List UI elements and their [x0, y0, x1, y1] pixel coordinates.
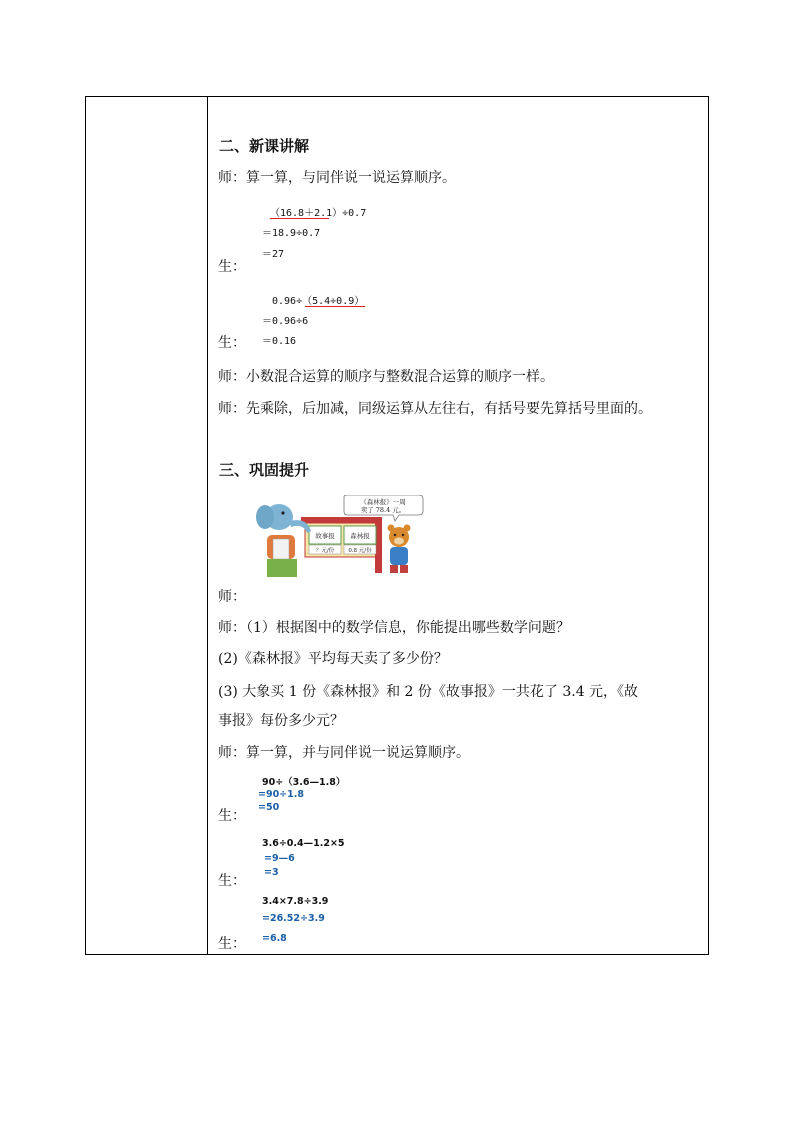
student-label-1: 生： — [218, 259, 246, 275]
student-label-4: 生： — [218, 873, 246, 889]
calc2-line3: ＝0.16 — [262, 336, 297, 347]
sign-left: 故事报 — [315, 532, 335, 540]
question-3-line2: 事报》每份多少元？ — [218, 713, 344, 729]
bubble-line2: 卖了 78.4 元。 — [360, 506, 406, 514]
calc3-line2: =90÷1.8 — [258, 789, 304, 800]
teacher-label-3: 师： — [218, 589, 246, 605]
calc2-line1: 0.96÷（5.4÷0.9） — [272, 296, 365, 307]
stand-top-icon — [301, 517, 379, 523]
sign-right: 森林报 — [350, 532, 370, 540]
student-label-2: 生： — [218, 335, 246, 351]
calc4-line3: =3 — [264, 867, 279, 878]
teacher-prompt-1: 师：算一算，与同伴说一说运算顺序。 — [218, 170, 456, 186]
newsstand-illustration — [249, 495, 425, 585]
calc3-line1: 90÷（3.6—1.8） — [262, 777, 346, 788]
student-label-3: 生： — [218, 808, 246, 824]
question-3-line1: (3) 大象买 1 份《森林报》和 2 份《故事报》一共花了 3.4 元，《故 — [218, 684, 639, 700]
price-right: 0.8 元/份 — [348, 548, 372, 554]
column-divider — [207, 97, 208, 954]
lesson-table — [85, 96, 709, 955]
calc5-line1: 3.4×7.8÷3.9 — [262, 896, 329, 907]
calc1-underline — [270, 218, 329, 219]
calc4-line2: =9—6 — [264, 853, 295, 864]
calc3-line3: =50 — [258, 802, 280, 813]
teacher-summary-1: 师：小数混合运算的顺序与整数混合运算的顺序一样。 — [218, 369, 554, 385]
calc1-line2: ＝18.9÷0.7 — [262, 228, 321, 239]
section3-heading: 三、巩固提升 — [219, 461, 310, 479]
calc2-underline — [305, 306, 365, 307]
teacher-prompt-2: 师：算一算，并与同伴说一说运算顺序。 — [218, 745, 470, 761]
section2-heading: 二、新课讲解 — [219, 137, 310, 155]
question-intro: 师：（1）根据图中的数学信息，你能提出哪些数学问题？ — [218, 620, 570, 636]
calc5-line2: =26.52÷3.9 — [262, 913, 325, 924]
question-2: (2)《森林报》平均每天卖了多少份？ — [218, 651, 448, 667]
elephant-icon — [256, 504, 311, 577]
bubble-line1: 《森林报》一周 — [360, 498, 406, 506]
calc5-line3: =6.8 — [262, 933, 287, 944]
teacher-summary-2: 师：先乘除，后加减，同级运算从左往右，有括号要先算括号里面的。 — [218, 401, 652, 417]
calc4-line1: 3.6÷0.4—1.2×5 — [262, 838, 345, 849]
calc1-line3: ＝27 — [262, 249, 285, 260]
calc2-line2: ＝0.96÷6 — [262, 316, 309, 327]
student-label-5: 生： — [218, 936, 246, 952]
bear-icon — [388, 525, 411, 574]
price-left: ？元/份 — [315, 548, 335, 554]
calc1-line1: （16.8＋2.1）÷0.7 — [270, 208, 367, 219]
